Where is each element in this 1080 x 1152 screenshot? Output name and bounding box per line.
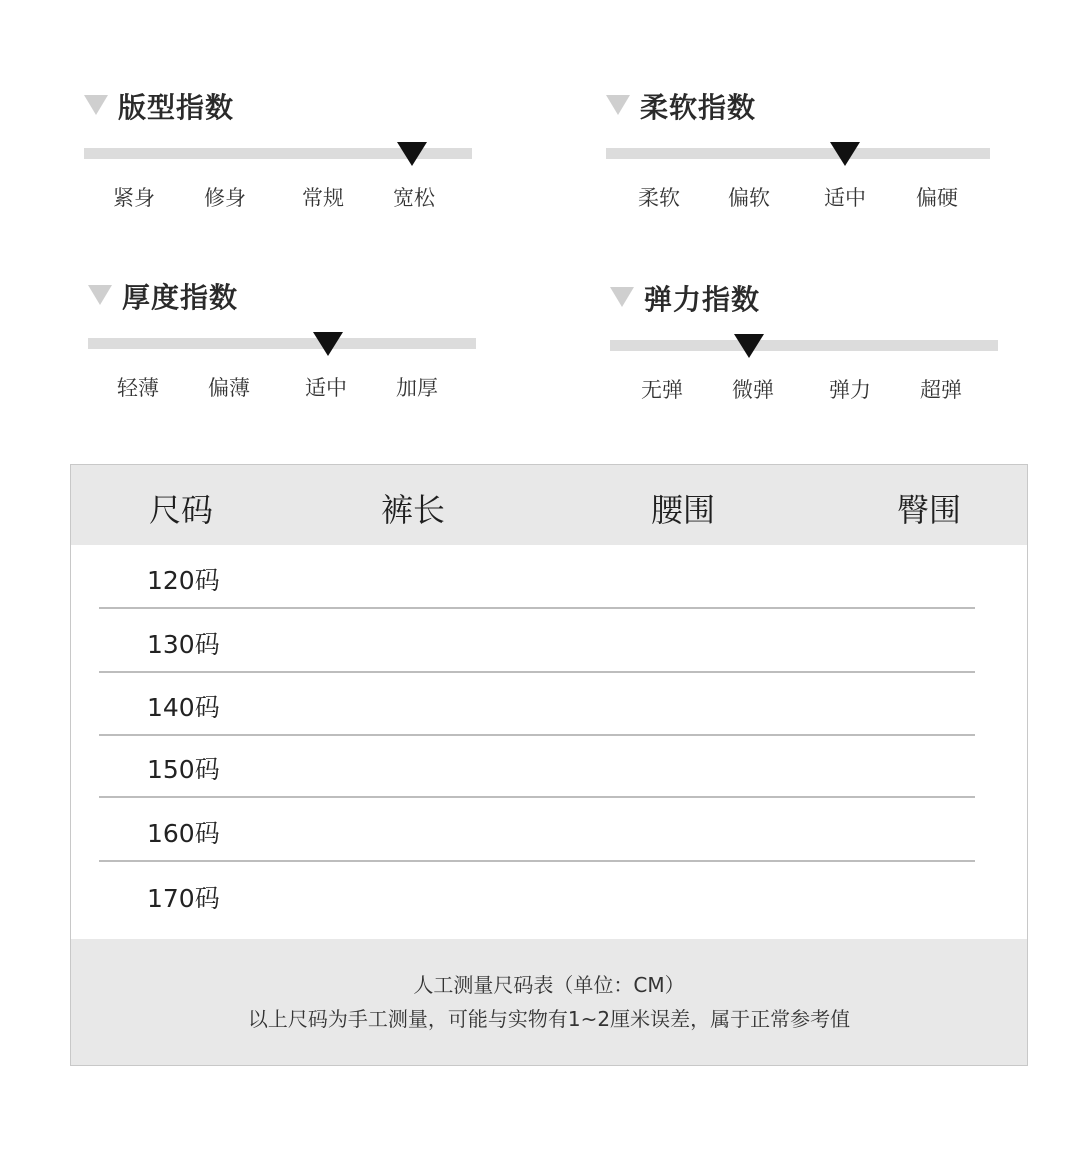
header-size: 尺码 [149, 491, 214, 529]
softness-index-label: 柔软 [638, 186, 680, 210]
triangle-down-icon [610, 287, 634, 307]
table-row [99, 734, 975, 798]
row-size-cell: 140码 [147, 693, 220, 722]
thickness-index-label: 轻薄 [117, 376, 159, 400]
softness-index-title [606, 86, 756, 126]
thickness-index-title [88, 276, 238, 316]
softness-index [606, 86, 1006, 226]
elasticity-index-label: 微弹 [732, 378, 774, 402]
fit-index-label: 常规 [302, 186, 344, 210]
elasticity-index-title [610, 278, 760, 318]
row-divider [99, 860, 975, 862]
table-body [71, 545, 1027, 941]
header-pants-length: 裤长 [381, 491, 446, 529]
fit-index-label: 紧身 [113, 186, 155, 210]
fit-index-title-text: 版型指数 [118, 91, 235, 124]
table-header [71, 465, 1027, 545]
thickness-index-pointer-icon [313, 332, 343, 356]
table-row [99, 545, 975, 609]
softness-index-title-text: 柔软指数 [640, 91, 757, 124]
thickness-index-label: 适中 [305, 376, 347, 400]
fit-index [84, 86, 484, 226]
fit-index-title [84, 86, 234, 126]
thickness-index [88, 276, 488, 416]
elasticity-index-label: 无弹 [641, 378, 683, 402]
softness-index-label: 偏软 [728, 186, 770, 210]
elasticity-index-track [610, 340, 998, 351]
thickness-index-label: 偏薄 [208, 376, 250, 400]
fit-index-pointer-icon [397, 142, 427, 166]
elasticity-index [610, 278, 1010, 418]
table-row [99, 863, 975, 927]
thickness-index-label: 加厚 [396, 376, 438, 400]
row-size-cell: 170码 [147, 884, 220, 913]
triangle-down-icon [88, 285, 112, 305]
footer-note: 以上尺码为手工测量，可能与实物有1~2厘米误差，属于正常参考值 [247, 1007, 851, 1031]
table-row [99, 609, 975, 673]
elasticity-index-pointer-icon [734, 334, 764, 358]
elasticity-index-label: 弹力 [829, 378, 871, 402]
thickness-index-track [88, 338, 476, 349]
row-size-cell: 130码 [147, 630, 220, 659]
softness-index-label: 偏硬 [916, 186, 958, 210]
triangle-down-icon [606, 95, 630, 115]
table-row [99, 798, 975, 862]
elasticity-index-title-text: 弹力指数 [644, 283, 761, 316]
softness-index-track [606, 148, 990, 159]
row-size-cell: 150码 [147, 755, 220, 784]
row-size-cell: 120码 [147, 566, 220, 595]
fit-index-label: 修身 [204, 186, 246, 210]
header-waist: 腰围 [651, 491, 716, 529]
softness-index-pointer-icon [830, 142, 860, 166]
fit-index-label: 宽松 [393, 186, 435, 210]
elasticity-index-label: 超弹 [920, 378, 962, 402]
table-row [99, 672, 975, 736]
thickness-index-title-text: 厚度指数 [122, 281, 239, 314]
triangle-down-icon [84, 95, 108, 115]
softness-index-label: 适中 [824, 186, 866, 210]
row-size-cell: 160码 [147, 819, 220, 848]
table-footer [71, 939, 1027, 1065]
header-hip: 臀围 [897, 491, 962, 529]
size-table [70, 464, 1028, 1066]
footer-title: 人工测量尺码表（单位：CM） [413, 973, 685, 997]
